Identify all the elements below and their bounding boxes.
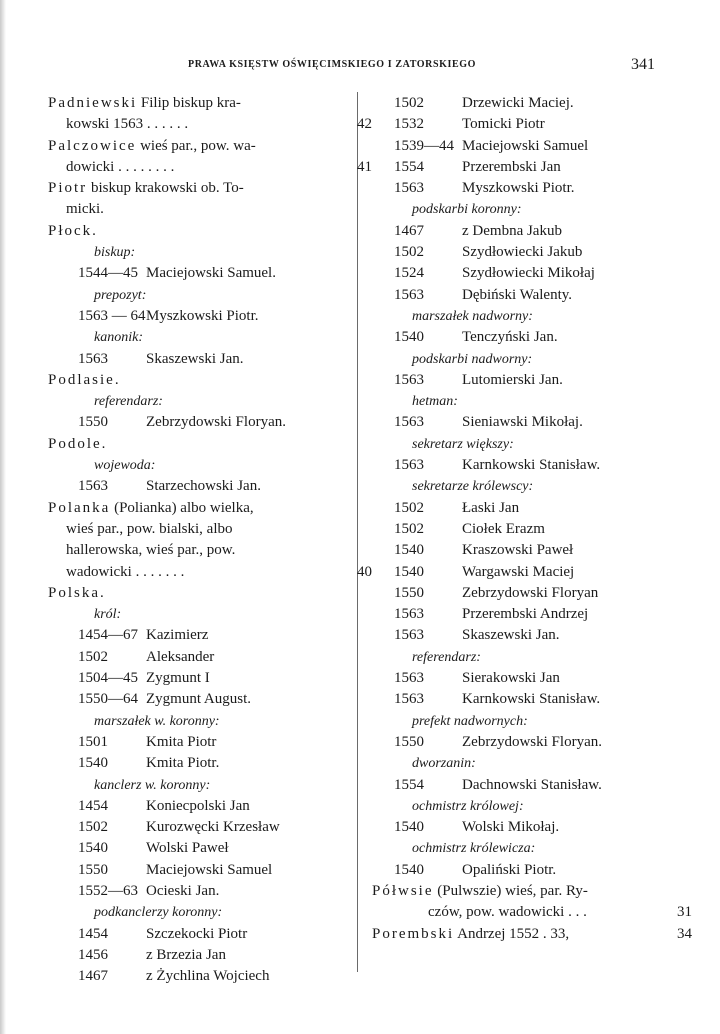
entry-continuation <box>48 540 352 561</box>
entry-text: micki. <box>66 201 104 218</box>
office-title: dworzanin: <box>412 756 476 772</box>
office-title: prepozyt: <box>94 287 147 303</box>
office-holder-row <box>372 157 672 178</box>
office-holder-row <box>48 838 352 859</box>
holder-name: Dębiński Walenty. <box>462 286 573 303</box>
holder-name: Myszkowski Piotr. <box>462 180 575 197</box>
office-label <box>48 775 352 796</box>
entry-text: wadowicki . . . . . . . <box>66 563 185 580</box>
holder-year: 1502 <box>78 648 108 665</box>
holder-name: Myszkowski Piotr. <box>146 307 259 324</box>
holder-year: 1563 <box>394 371 424 388</box>
holder-name: Sierakowski Jan <box>462 670 560 687</box>
holder-year: 1540 <box>394 563 424 580</box>
page-reference: 42 <box>357 116 372 133</box>
office-holder-row <box>372 775 672 796</box>
holder-name: Koniecpolski Jan <box>146 797 250 814</box>
entry-text: Andrzej 1552 . 33, <box>457 925 570 942</box>
office-title: referendarz: <box>412 649 481 665</box>
office-label <box>372 391 672 412</box>
office-title: podskarbi nadworny: <box>412 351 533 367</box>
entry-headword: Padniewski <box>48 95 138 111</box>
index-entry <box>48 221 352 242</box>
holder-year: 1467 <box>394 222 424 239</box>
holder-year: 1454 <box>78 925 108 942</box>
holder-year: 1563 <box>394 691 424 708</box>
column-divider <box>357 92 358 972</box>
office-holder-row <box>372 242 672 263</box>
office-holder-row <box>48 796 352 817</box>
office-title: hetman: <box>412 394 458 410</box>
office-label <box>48 711 352 732</box>
entry-continuation <box>48 199 352 220</box>
office-label <box>372 647 672 668</box>
entry-headword: Podole. <box>48 435 108 452</box>
holder-name: Zygmunt August. <box>146 691 252 708</box>
holder-name: z Dembna Jakub <box>462 222 562 239</box>
office-label <box>48 285 352 306</box>
holder-name: Szczekocki Piotr <box>146 925 248 942</box>
index-entry <box>48 93 352 114</box>
office-holder-row <box>372 668 672 689</box>
office-holder-row <box>372 221 672 242</box>
holder-name: Kurozwęcki Krzesław <box>146 819 280 836</box>
holder-name: Przerembski Andrzej <box>462 606 589 623</box>
holder-year: 1563 <box>394 286 424 303</box>
office-label <box>372 199 672 220</box>
holder-year: 1563 <box>78 478 108 495</box>
entry-continuation <box>48 519 352 540</box>
holder-year: 1532 <box>394 116 424 133</box>
entry-text: (Pulwszie) wieś, par. Ry- <box>437 882 588 899</box>
index-entry <box>48 583 352 604</box>
office-title: ochmistrz królewicza: <box>412 841 536 857</box>
holder-year: 1539—44 <box>394 137 454 154</box>
office-holder-row <box>372 519 672 540</box>
office-holder-row <box>48 924 352 945</box>
office-holder-row <box>48 817 352 838</box>
entry-text: wieś par., pow. wa- <box>140 137 256 154</box>
office-title: biskup: <box>94 245 136 261</box>
holder-name: Wolski Paweł <box>146 840 229 857</box>
holder-name: Maciejowski Samuel. <box>146 265 276 282</box>
holder-name: Wolski Mikołaj. <box>462 819 560 836</box>
office-title: kanclerz w. koronny: <box>94 777 211 793</box>
office-holder-row <box>372 285 672 306</box>
office-holder-row <box>372 498 672 519</box>
holder-name: Kazimierz <box>146 627 209 644</box>
index-entry <box>48 498 352 519</box>
office-label <box>48 604 352 625</box>
office-holder-row <box>372 540 672 561</box>
index-entry <box>372 924 692 945</box>
holder-name: Kmita Piotr <box>146 733 217 750</box>
holder-name: z Brzezia Jan <box>146 946 226 963</box>
holder-name: Opaliński Piotr. <box>462 861 557 878</box>
holder-year: 1454 <box>78 797 108 814</box>
holder-year: 1501 <box>78 733 108 750</box>
office-holder-row <box>372 178 672 199</box>
office-title: prefekt nadwornych: <box>412 713 528 729</box>
office-holder-row <box>48 860 352 881</box>
holder-year: 1563 <box>394 606 424 623</box>
office-holder-row <box>372 412 672 433</box>
holder-name: Karnkowski Stanisław. <box>462 691 601 708</box>
office-holder-row <box>48 349 352 370</box>
entry-text: Filip biskup kra- <box>140 95 241 111</box>
entry-text: (Polianka) albo wielka, <box>114 499 254 516</box>
holder-name: Tenczyński Jan. <box>462 329 558 346</box>
entry-headword: Płock. <box>48 222 98 239</box>
holder-name: Wargawski Maciej <box>462 563 575 580</box>
office-holder-row <box>372 562 672 583</box>
holder-name: Szydłowiecki Jakub <box>462 244 583 261</box>
holder-year: 1456 <box>78 946 108 963</box>
holder-name: Ciołek Erazm <box>462 520 545 537</box>
holder-year: 1540 <box>394 861 424 878</box>
entry-text: kowski 1563 . . . . . . <box>66 116 189 133</box>
holder-name: Karnkowski Stanisław. <box>462 457 601 474</box>
entry-continuation <box>48 562 372 583</box>
holder-name: Przerembski Jan <box>462 158 561 175</box>
office-label <box>372 796 672 817</box>
holder-name: Starzechowski Jan. <box>146 478 261 495</box>
office-holder-row <box>48 476 352 497</box>
office-title: wojewoda: <box>94 458 156 474</box>
office-title: sekretarz większy: <box>412 436 514 452</box>
office-holder-row <box>48 647 352 668</box>
holder-year: 1563 <box>394 457 424 474</box>
page-reference: 40 <box>357 563 372 580</box>
holder-year: 1502 <box>394 499 424 516</box>
entry-continuation <box>372 902 692 923</box>
office-holder-row <box>372 455 672 476</box>
holder-name: Skaszewski Jan. <box>146 350 244 367</box>
holder-name: Ocieski Jan. <box>146 882 220 899</box>
page-reference: 31 <box>677 904 692 921</box>
office-holder-row <box>48 689 352 710</box>
holder-year: 1550 <box>78 414 108 431</box>
index-entry <box>48 434 352 455</box>
page-scan-edge <box>0 0 6 1034</box>
holder-year: 1540 <box>394 819 424 836</box>
entry-continuation <box>48 157 372 178</box>
office-title: podkanclerzy koronny: <box>94 905 223 921</box>
office-holder-row <box>372 625 672 646</box>
office-label <box>48 242 352 263</box>
entry-headword: Porembski <box>372 925 455 942</box>
office-holder-row <box>48 753 352 774</box>
holder-year: 1540 <box>394 329 424 346</box>
office-holder-row <box>48 881 352 902</box>
entry-text: wieś par., pow. bialski, albo <box>66 520 233 537</box>
entry-headword: Polanka <box>48 499 111 516</box>
office-holder-row <box>372 689 672 710</box>
entry-text: biskup krakowski ob. To- <box>90 180 244 197</box>
holder-name: Kraszowski Paweł <box>462 542 574 559</box>
index-entry <box>48 178 352 199</box>
holder-year: 1502 <box>78 819 108 836</box>
page-reference: 34 <box>677 925 692 942</box>
office-holder-row <box>372 860 672 881</box>
holder-year: 1524 <box>394 265 424 282</box>
entry-text: dowicki . . . . . . . . <box>66 158 175 175</box>
office-label <box>48 391 352 412</box>
holder-year: 1540 <box>78 840 108 857</box>
running-title: PRAWA KSIĘSTW OŚWIĘCIMSKIEGO I ZATORSKIEGO <box>188 59 477 70</box>
index-entry <box>48 136 352 157</box>
office-holder-row <box>48 306 352 327</box>
holder-year: 1563 <box>394 414 424 431</box>
right-column <box>372 93 692 945</box>
holder-year: 1502 <box>394 244 424 261</box>
holder-name: Zebrzydowski Floryan. <box>462 733 602 750</box>
office-label <box>372 711 672 732</box>
holder-year: 1540 <box>78 755 108 772</box>
index-entry <box>372 881 672 902</box>
holder-name: Skaszewski Jan. <box>462 627 560 644</box>
entry-headword: Polska. <box>48 584 106 601</box>
holder-name: Drzewicki Maciej. <box>462 95 574 111</box>
holder-name: z Żychlina Wojciech <box>146 968 270 985</box>
holder-name: Szydłowiecki Mikołaj <box>462 265 595 282</box>
office-holder-row <box>372 817 672 838</box>
office-holder-row <box>48 966 352 987</box>
office-holder-row <box>48 263 352 284</box>
entry-headword: Półwsie <box>372 882 434 899</box>
holder-year: 1550 <box>394 584 424 601</box>
office-holder-row <box>48 412 352 433</box>
entry-continuation <box>48 114 372 135</box>
office-label <box>372 434 672 455</box>
office-label <box>372 838 672 859</box>
holder-year: 1563 <box>78 350 108 367</box>
holder-year: 1504—45 <box>78 670 138 687</box>
entry-headword: Palczowice <box>48 137 137 154</box>
office-holder-row <box>48 668 352 689</box>
entry-headword: Piotr <box>48 180 88 197</box>
office-holder-row <box>48 732 352 753</box>
entry-text: czów, pow. wadowicki . . . <box>428 904 587 921</box>
holder-name: Zebrzydowski Floryan. <box>146 414 286 431</box>
office-label <box>372 753 672 774</box>
holder-year: 1554 <box>394 158 424 175</box>
holder-year: 1563 <box>394 180 424 197</box>
page-header <box>0 56 720 76</box>
office-holder-row <box>372 604 672 625</box>
office-title: podskarbi koronny: <box>412 202 522 218</box>
office-holder-row <box>372 327 672 348</box>
holder-name: Tomicki Piotr <box>462 116 545 133</box>
office-title: referendarz: <box>94 394 163 410</box>
office-holder-row <box>372 583 672 604</box>
holder-year: 1563 — 64 <box>78 307 146 324</box>
index-entry <box>48 370 352 391</box>
office-label <box>372 306 672 327</box>
office-title: kanonik: <box>94 330 143 346</box>
office-title: król: <box>94 607 122 623</box>
office-label <box>48 327 352 348</box>
holder-year: 1552—63 <box>78 882 138 899</box>
holder-name: Lutomierski Jan. <box>462 371 563 388</box>
holder-name: Maciejowski Samuel <box>146 861 273 878</box>
office-holder-row <box>372 263 672 284</box>
holder-year: 1502 <box>394 95 424 111</box>
holder-year: 1467 <box>78 968 108 985</box>
holder-year: 1550—64 <box>78 691 138 708</box>
office-title: marszałek w. koronny: <box>94 713 220 729</box>
page-reference: 41 <box>357 158 372 175</box>
office-holder-row <box>372 93 672 114</box>
holder-year: 1563 <box>394 670 424 687</box>
office-holder-row <box>48 945 352 966</box>
office-holder-row <box>372 114 672 135</box>
office-holder-row <box>372 370 672 391</box>
office-label <box>48 455 352 476</box>
office-holder-row <box>372 136 672 157</box>
office-label <box>372 349 672 370</box>
holder-name: Aleksander <box>146 648 215 665</box>
holder-name: Kmita Piotr. <box>146 755 220 772</box>
page-number: 341 <box>631 56 655 73</box>
holder-year: 1540 <box>394 542 424 559</box>
left-column <box>48 93 372 987</box>
entry-headword: Podlasie. <box>48 371 121 388</box>
holder-name: Zebrzydowski Floryan <box>462 584 599 601</box>
holder-name: Sieniawski Mikołaj. <box>462 414 583 431</box>
holder-name: Dachnowski Stanisław. <box>462 776 602 793</box>
holder-name: Maciejowski Samuel <box>462 137 589 154</box>
office-holder-row <box>48 625 352 646</box>
holder-year: 1550 <box>78 861 108 878</box>
holder-name: Łaski Jan <box>462 499 520 516</box>
holder-year: 1544—45 <box>78 265 138 282</box>
holder-year: 1554 <box>394 776 424 793</box>
office-label <box>372 476 672 497</box>
holder-name: Zygmunt I <box>146 670 210 687</box>
office-title: sekretarze królewscy: <box>412 479 534 495</box>
holder-year: 1502 <box>394 520 424 537</box>
office-label <box>48 902 352 923</box>
holder-year: 1563 <box>394 627 424 644</box>
office-holder-row <box>372 732 672 753</box>
entry-text: hallerowska, wieś par., pow. <box>66 542 236 559</box>
office-title: marszałek nadworny: <box>412 308 533 324</box>
holder-year: 1550 <box>394 733 424 750</box>
holder-year: 1454—67 <box>78 627 138 644</box>
office-title: ochmistrz królowej: <box>412 798 524 814</box>
